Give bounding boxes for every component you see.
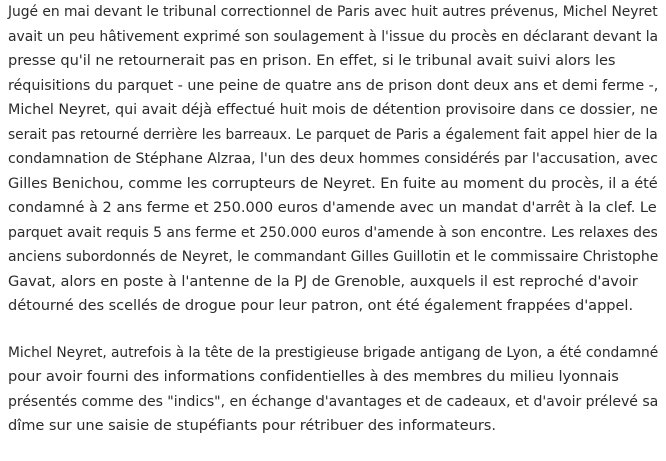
paragraph-line: réquisitions du parquet - une peine de quatre ans de prison dont deux ans et demi ferme -, (8, 76, 659, 94)
paragraph-line: Jugé en mai devant le tribunal correctionnel de Paris avec huit autres prévenus, Michel Neyret (8, 3, 658, 20)
paragraph-line: présentés comme des "indics", en échange d'avantages et de cadeaux, et d'avoir prélevé sa (8, 392, 659, 410)
paragraph-line: Michel Neyret, qui avait déjà effectué huit mois de détention provisoire dans ce dossier, ne (8, 101, 658, 118)
paragraph-line: Michel Neyret, autrefois à la tête de la prestigieuse brigade antigang de Lyon, a été condamné (8, 343, 659, 361)
paragraph-line: condamnation de Stéphane Alzraa, l'un des deux hommes considérés par l'accusation, avec (8, 150, 658, 167)
paragraph-line: dîme sur une saisie de stupéfiants pour rétribuer des informateurs. (8, 417, 496, 434)
paragraph-line: parquet avait requis 5 ans ferme et 250.000 euros d'amende à son encontre. Les relaxes des (8, 223, 658, 241)
paragraph-line: Gavat, alors en poste à l'antenne de la PJ de Grenoble, auxquels il est reproché d'avoir (8, 272, 638, 290)
paragraph-line: détourné des scellés de drogue pour leur patron, ont été également frappées d'appel. (8, 297, 634, 314)
paragraph-line: presse qu'il ne retournerait pas en prison. En effet, si le tribunal avait suivi alors les (8, 52, 616, 69)
paragraph-line: condamné à 2 ans ferme et 250.000 euros d'amende avec un mandat d'arrêt à la clef. Le (8, 199, 657, 216)
paragraph-line: pour avoir fourni des informations confidentielles à des membres du milieu lyonnais (8, 368, 619, 385)
paragraph-line: Gilles Benichou, comme les corrupteurs de Neyret. En fuite au moment du procès, il a été (8, 174, 658, 192)
paragraph-line: serait pas retourné derrière les barreaux. Le parquet de Paris a également fait appel hier de la (8, 125, 658, 143)
paragraph-line: avait un peu hâtivement exprimé son soulagement à l'issue du procès en déclarant devant la (8, 27, 659, 45)
article-body (8, 0, 658, 461)
article-paragraph-2 (8, 341, 658, 439)
article-paragraph-1 (8, 0, 658, 319)
paragraph-line: anciens subordonnés de Neyret, le commandant Gilles Guillotin et le commissaire Christophe (8, 248, 659, 265)
